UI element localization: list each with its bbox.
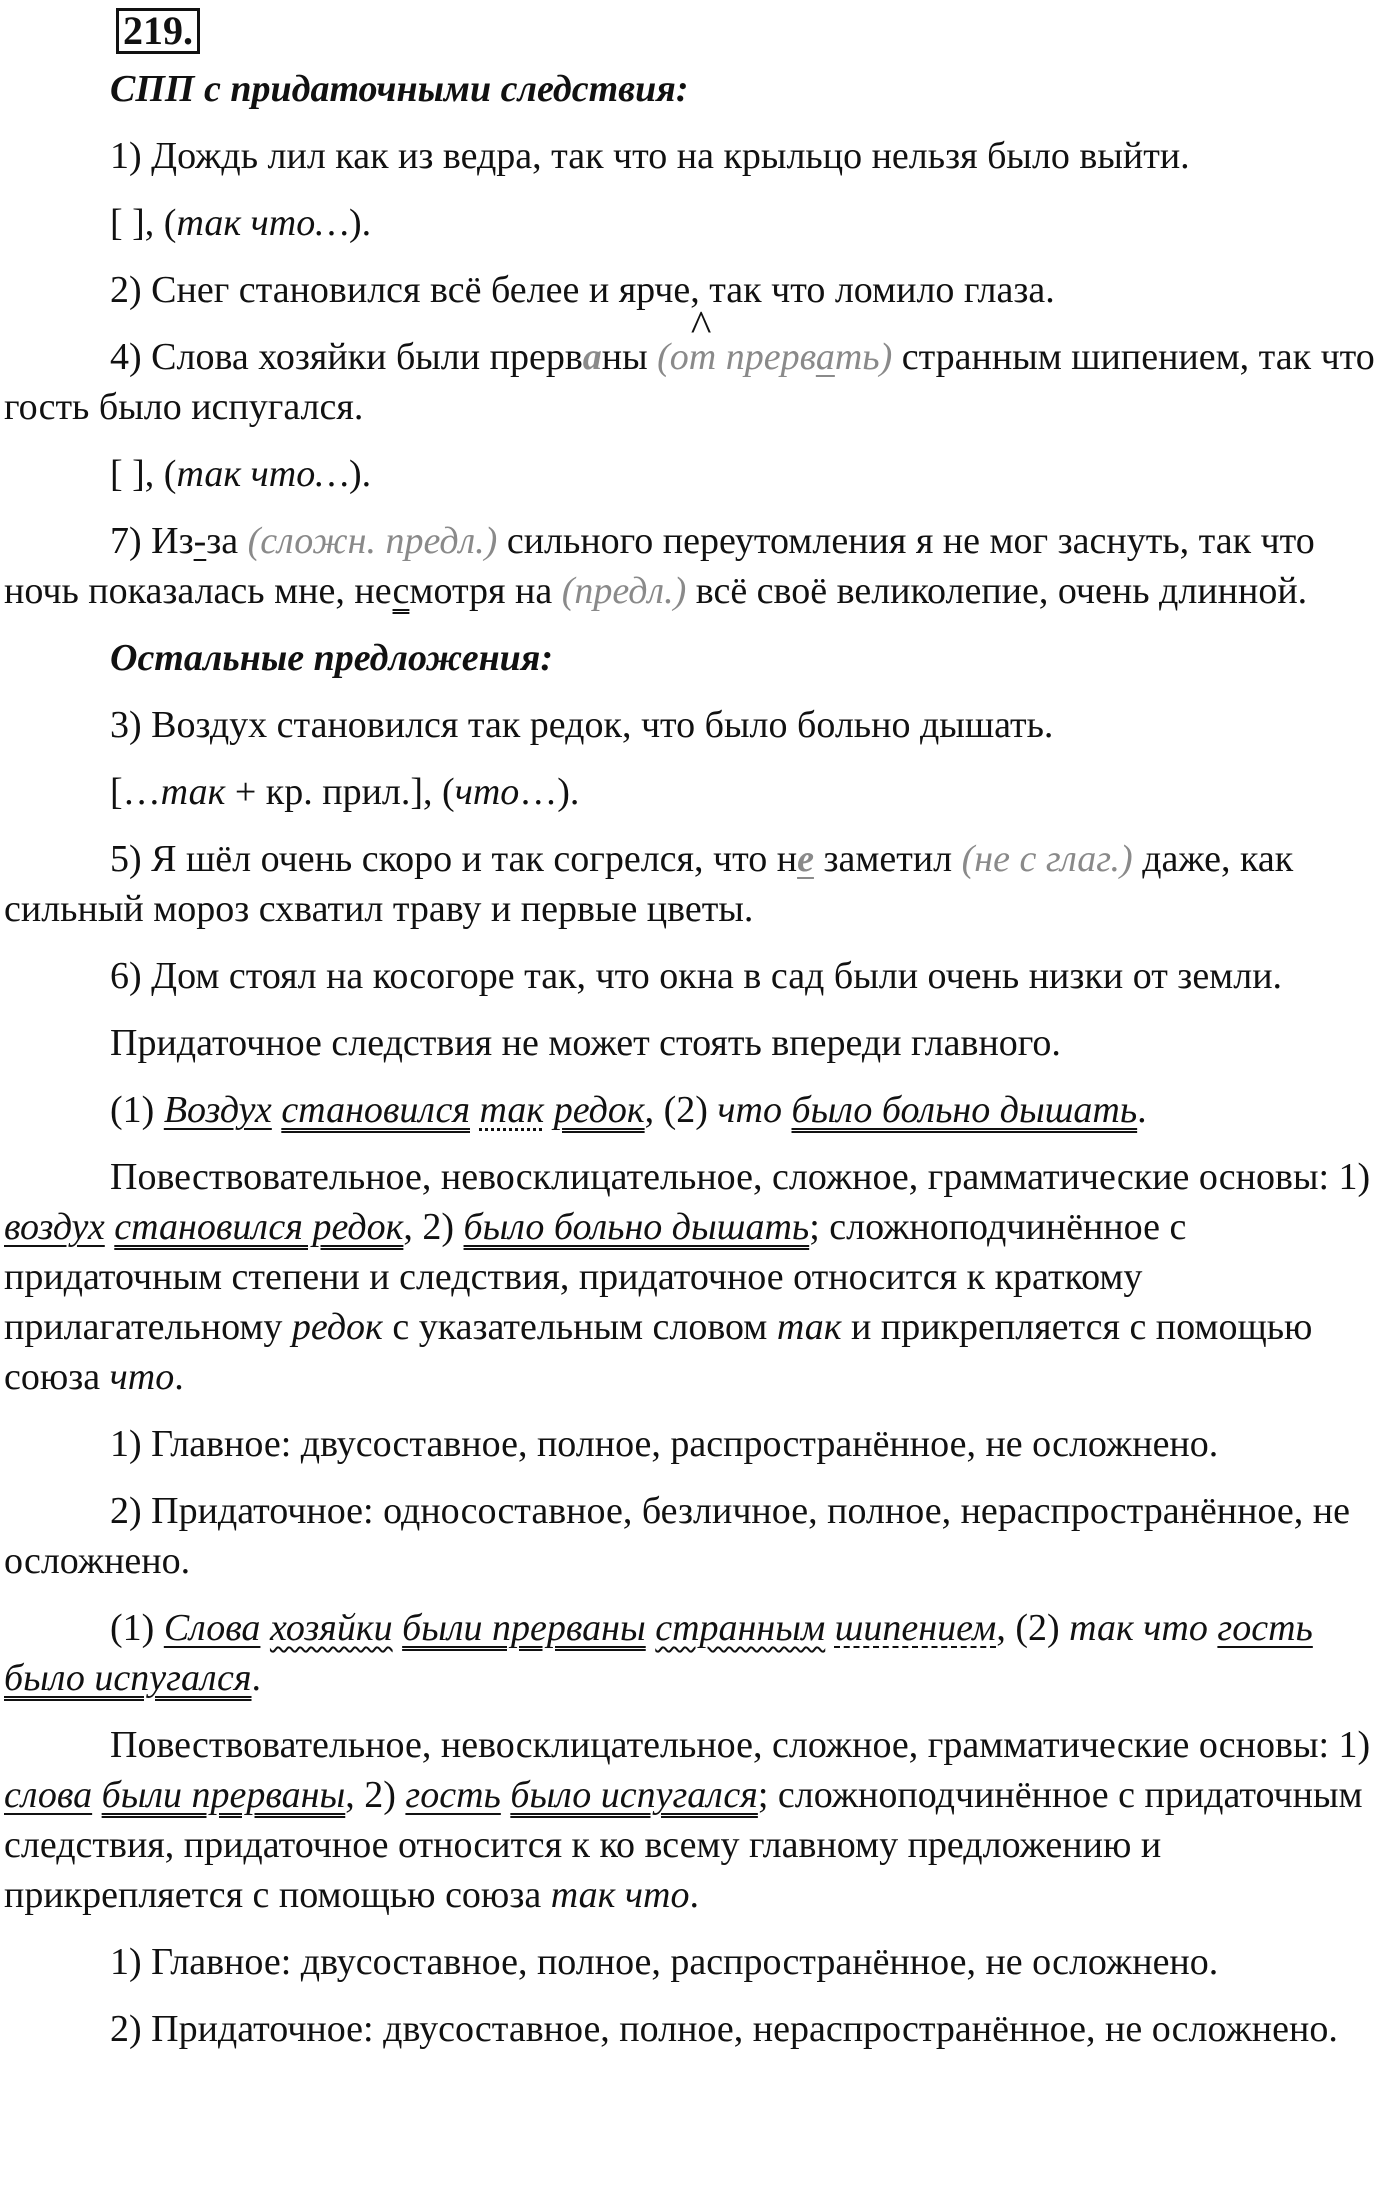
description-2-part: Повествовательное, невосклицательное, сложное, грамматические основы: 1) <box>110 1724 1371 1766</box>
attribute: странным <box>655 1607 826 1649</box>
note-part: ть) <box>834 336 893 378</box>
sentence-2: 2) Снег становился всё белее и ярче, так что ломило глаза. <box>110 269 1055 311</box>
sentence-5 <box>4 834 1388 934</box>
predicate: были прерваны <box>101 1774 346 1816</box>
scheme-b-open: [ ], ( <box>110 453 177 495</box>
subject: гость <box>1217 1607 1313 1649</box>
description-1-part: ; сложноподчинённое с придаточным степени и следствия, придаточное относится к краткому прилагательному <box>4 1206 1187 1348</box>
sentence-4-part: странным шипением, так что гость было испугался. <box>4 336 1375 428</box>
sentence-7-part: за <box>206 520 248 562</box>
parse-2 <box>4 1603 1388 1703</box>
note-ne-s-glag: (не с глаг.) <box>961 838 1133 880</box>
hyphen-underlined: - <box>193 520 207 562</box>
scheme-c-part: …). <box>519 771 580 813</box>
scheme-c-tak: так <box>160 771 226 813</box>
sentence-5-part: даже, как сильный мороз схватил траву и первые цветы. <box>4 838 1294 930</box>
sentence-4-part: 4) Слова хозяйки были прерв <box>110 336 583 378</box>
predicate: были прерваны <box>402 1607 646 1649</box>
task-number: 219. <box>116 8 200 54</box>
sentence-5-part: 5) Я шёл очень скоро и так согрелся, что н <box>110 838 798 880</box>
note-part: (от прерв <box>657 336 816 378</box>
parse-1-number: (1) <box>110 1089 164 1131</box>
description-1-part: , 2) <box>403 1206 464 1248</box>
parse-2-end: . <box>251 1657 262 1699</box>
sub-clause-1: 2) Придаточное: односоставное, безличное, полное, нераспространённое, не осложнено. <box>4 1490 1350 1582</box>
object: шипением <box>834 1607 997 1649</box>
sentence-7-part: мотря на <box>409 570 562 612</box>
italic-word: редок <box>291 1306 383 1348</box>
predicate: было испугался <box>510 1774 758 1816</box>
scheme-a-close: ). <box>349 202 372 244</box>
scheme-c-part: [… <box>110 771 161 813</box>
heading-other-sentences: Остальные предложения: <box>110 637 554 679</box>
scheme-b-conj: так что… <box>176 453 350 495</box>
scheme-c-chto: что <box>454 771 520 813</box>
parse-2-number: (1) <box>110 1607 164 1649</box>
main-clause-1: 1) Главное: двусоставное, полное, распространённое, не осложнено. <box>110 1423 1219 1465</box>
subject: слова <box>4 1774 93 1816</box>
description-2-part: . <box>689 1874 699 1916</box>
scheme-a-open: [ ], ( <box>110 202 177 244</box>
description-2-part: ; сложноподчинённое с придаточным следствия, придаточное относится к ко всему главному предложению и прикрепляется с помощью союза <box>4 1774 1363 1916</box>
parse-1 <box>4 1085 1388 1135</box>
subject: воздух <box>4 1206 105 1248</box>
parse-2-separator: , (2) <box>996 1607 1070 1649</box>
sentence-3: 3) Воздух становился так редок, что было больно дышать. <box>110 704 1054 746</box>
italic-word: что <box>109 1356 175 1398</box>
predicate: редок <box>553 1089 645 1131</box>
description-1 <box>4 1152 1388 1402</box>
subject: Воздух <box>163 1089 272 1131</box>
description-1-part: с указательным словом <box>382 1306 777 1348</box>
scheme-b <box>4 449 1388 499</box>
sentence-7-part: сильного переутомления я не мог заснуть, так что ночь показалась мне, не <box>4 520 1315 612</box>
scheme-c-part: + кр. прил.], ( <box>225 771 455 813</box>
conjunction: что <box>717 1089 782 1131</box>
predicate: было больно дышать <box>791 1089 1138 1131</box>
predicate: становился редок <box>114 1206 404 1248</box>
italic-word: так <box>776 1306 842 1348</box>
scheme-a <box>4 198 1388 248</box>
heading-spp-consequence: СПП с придаточными следствия: <box>110 68 689 110</box>
scheme-c <box>4 767 1388 817</box>
description-1-part: и прикрепляется с помощью союза <box>4 1306 1313 1398</box>
predicate: становился <box>281 1089 470 1131</box>
scheme-b-close: ). <box>349 453 372 495</box>
attribute: хозяйки <box>269 1607 393 1649</box>
sub-clause-2: 2) Придаточное: двусоставное, полное, нераспространённое, не осложнено. <box>110 2008 1338 2050</box>
predicate: было испугался <box>4 1657 252 1699</box>
description-1-part: . <box>174 1356 184 1398</box>
main-clause-2: 1) Главное: двусоставное, полное, распространённое, не осложнено. <box>110 1941 1219 1983</box>
description-2-part: , 2) <box>345 1774 406 1816</box>
predicate: было больно дышать <box>463 1206 810 1248</box>
underlined-letter: с <box>392 570 410 612</box>
note-preposition: (предл.) <box>561 570 687 612</box>
sentence-4 <box>4 332 1388 432</box>
task-number-line <box>4 8 1388 54</box>
sentence-6: 6) Дом стоял на косогоре так, что окна в сад были очень низки от земли. <box>110 955 1283 997</box>
sentence-4-part: ны <box>601 336 658 378</box>
note-complex-preposition: (сложн. предл.) <box>247 520 498 562</box>
highlighted-letter: е <box>797 838 814 880</box>
sentence-7-part: всё своё великолепие, очень длинной. <box>686 570 1308 612</box>
sentence-5-part: заметил <box>813 838 962 880</box>
subject: Слова <box>163 1607 261 1649</box>
rule-note: Придаточное следствия не может стоять впереди главного. <box>110 1022 1061 1064</box>
conjunction: так что <box>1069 1607 1208 1649</box>
italic-word: так что <box>550 1874 690 1916</box>
sentence-7-part: 7) Из <box>110 520 194 562</box>
sentence-1: 1) Дождь лил как из ведра, так что на крыльцо нельзя было выйти. <box>110 135 1190 177</box>
stressed-vowel: ^ а <box>583 336 602 378</box>
adverbial: так <box>479 1089 545 1131</box>
description-1-part: Повествовательное, невосклицательное, сложное, грамматические основы: 1) <box>110 1156 1371 1198</box>
subject: гость <box>405 1774 501 1816</box>
parse-1-end: . <box>1137 1089 1147 1131</box>
parse-1-separator: , (2) <box>644 1089 718 1131</box>
description-2 <box>4 1720 1388 1920</box>
note-underlined-vowel: а <box>815 336 835 378</box>
scheme-a-conj: так что… <box>176 202 350 244</box>
sentence-7 <box>4 516 1388 616</box>
